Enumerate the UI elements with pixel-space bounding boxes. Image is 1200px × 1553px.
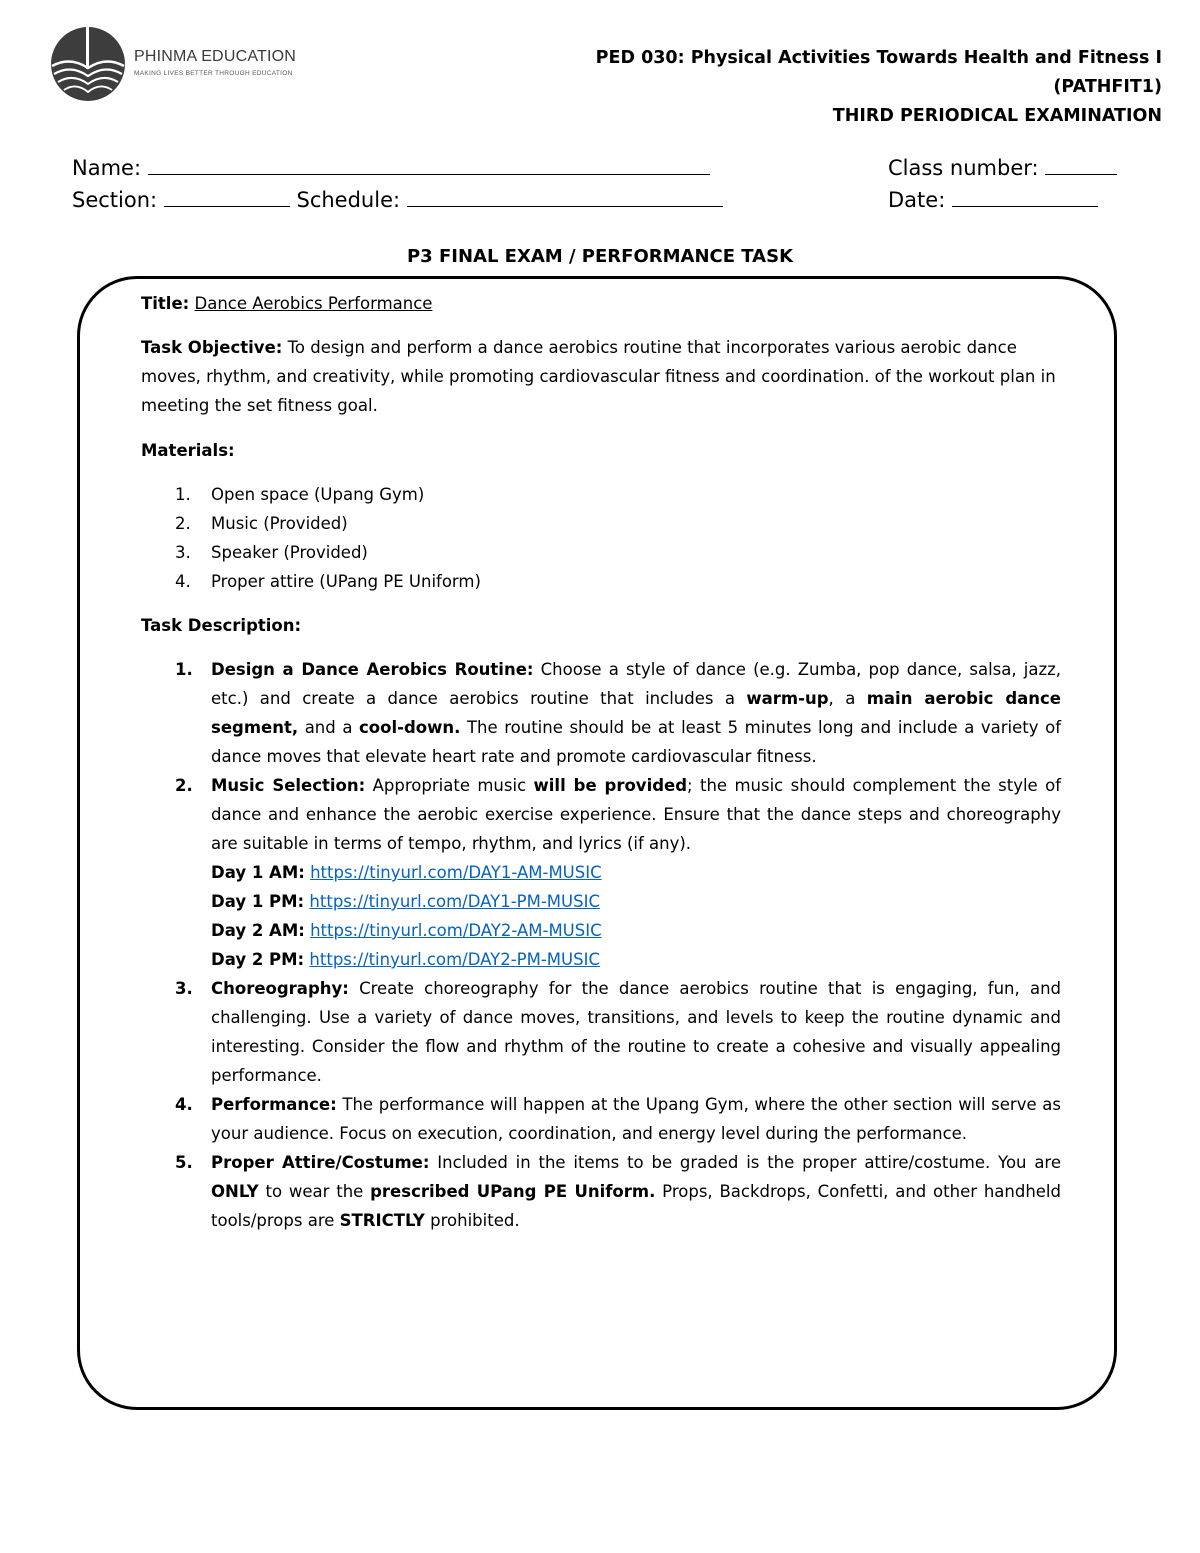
music-link-day1-pm: Day 1 PM: https://tinyurl.com/DAY1-PM-MUSIC <box>211 892 600 911</box>
materials-list <box>141 480 1061 596</box>
objective-label: Task Objective: <box>141 338 283 357</box>
date-label: Date: <box>888 188 946 212</box>
music-link[interactable]: https://tinyurl.com/DAY2-AM-MUSIC <box>310 921 602 940</box>
objective-text: To design and perform a dance aerobics routine that incorporates various aerobic dance moves, rhythm, and creativity, while promoting cardiovascular fitness and coordination. of the workout plan in meeting the set fitness goal. <box>141 338 1056 415</box>
music-link[interactable]: https://tinyurl.com/DAY2-PM-MUSIC <box>309 950 600 969</box>
schedule-label: Schedule: <box>296 188 401 212</box>
list-item: 1. Open space (Upang Gym) <box>175 485 425 504</box>
music-link-day2-am: Day 2 AM: https://tinyurl.com/DAY2-AM-MUSIC <box>211 921 602 940</box>
task-title <box>141 289 1061 318</box>
task-item-attire: 5. Proper Attire/Costume: Included in the items to be graded is the proper attire/costume. You are ONLY to wear the prescribed UPang PE Uniform. Props, Backdrops, Confetti, and other handheld tools/props are STRICTLY prohibited. <box>175 1153 1062 1230</box>
title-label: Title: <box>141 294 190 313</box>
exam-title: THIRD PERIODICAL EXAMINATION <box>832 106 1162 126</box>
music-link-day1-am: Day 1 AM: https://tinyurl.com/DAY1-AM-MUSIC <box>211 863 602 882</box>
task-item-choreography: 3. Choreography: Create choreography for the dance aerobics routine that is engaging, fun, and challenging. Use a variety of dance moves, transitions, and levels to keep the routine dynamic and interesting. Consider the flow and rhythm of the routine to create a cohesive and visually appealing performance. <box>175 979 1061 1085</box>
list-item: 2. Music (Provided) <box>175 514 348 533</box>
course-title-line2: (PATHFIT1) <box>1053 77 1162 97</box>
music-link[interactable]: https://tinyurl.com/DAY1-PM-MUSIC <box>309 892 600 911</box>
section-label: Section: <box>72 188 158 212</box>
schedule-blank[interactable] <box>407 186 723 207</box>
task-item-performance: 4. Performance: The performance will happen at the Upang Gym, where the other section will serve as your audience. Focus on execution, coordination, and energy level during the performance. <box>175 1095 1061 1143</box>
date-blank[interactable] <box>952 186 1098 207</box>
task-list <box>141 655 1061 1235</box>
phinma-logo <box>48 26 313 106</box>
logo-name: PHINMA EDUCATION <box>134 48 297 65</box>
globe-book-icon <box>48 26 128 106</box>
task-description-section <box>141 611 1061 640</box>
materials-section <box>141 436 1061 465</box>
logo-tagline: MAKING LIVES BETTER THROUGH EDUCATION <box>134 70 293 77</box>
course-header <box>596 44 1162 131</box>
name-field <box>72 154 710 180</box>
class-number-blank[interactable] <box>1045 154 1117 175</box>
name-label: Name: <box>72 156 142 180</box>
task-item-design: 1. Design a Dance Aerobics Routine: Choose a style of dance (e.g. Zumba, pop dance, salsa, jazz, etc.) and create a dance aerobics routine that includes a warm-up, a main aerobic dance segment, and a cool-down. The routine should be at least 5 minutes long and include a variety of dance moves that elevate heart rate and promote cardiovascular fitness. <box>175 660 1062 766</box>
task-item-music: 2. Music Selection: Appropriate music will be provided; the music should complement the style of dance and enhance the aerobic exercise experience. Ensure that the dance steps and choreography are suitable in terms of tempo, rhythm, and lyrics (if any). Day 1 AM: https://tinyurl.com/DAY1-AM-MUSIC Day 1 PM: https://tinyurl.com/DAY1-PM-MUSIC Day 2 AM: https://tinyurl.com/DAY2-AM-MUSIC Day 2 PM: https://tinyurl.com/DAY2-PM-MUSIC <box>141 771 1061 974</box>
section-title: P3 FINAL EXAM / PERFORMANCE TASK <box>406 246 794 267</box>
date-field <box>888 186 1098 212</box>
music-link-day2-pm: Day 2 PM: https://tinyurl.com/DAY2-PM-MUSIC <box>211 950 600 969</box>
task-list-wrap <box>141 655 1061 1235</box>
task-description-label: Task Description: <box>141 616 302 635</box>
materials-label: Materials: <box>141 441 235 460</box>
materials-list-wrap <box>141 480 1061 596</box>
task-objective <box>141 333 1061 420</box>
course-title-line1: PED 030: Physical Activities Towards Health and Fitness I <box>595 48 1162 68</box>
list-item: 3. Speaker (Provided) <box>175 543 368 562</box>
class-number-field <box>888 154 1117 180</box>
music-link[interactable]: https://tinyurl.com/DAY1-AM-MUSIC <box>310 863 602 882</box>
title-value: Dance Aerobics Performance <box>194 294 433 313</box>
name-blank[interactable] <box>148 154 710 175</box>
section-field <box>72 186 723 212</box>
section-blank[interactable] <box>164 186 290 207</box>
list-item: 4. Proper attire (UPang PE Uniform) <box>175 572 481 591</box>
class-number-label: Class number: <box>888 156 1039 180</box>
